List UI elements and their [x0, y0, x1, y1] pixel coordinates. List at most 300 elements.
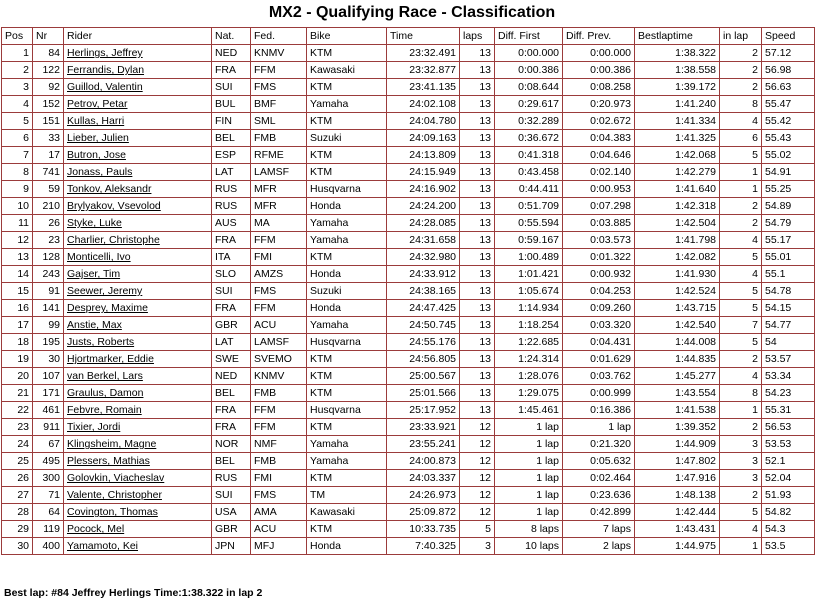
cell-pos: 14 — [2, 266, 33, 283]
cell-nr: 195 — [33, 334, 64, 351]
cell-in-lap: 2 — [720, 215, 762, 232]
cell-nat: GBR — [212, 317, 251, 334]
cell-diff-prev: 0:04.253 — [563, 283, 635, 300]
cell-rider[interactable] — [64, 436, 212, 453]
rider-link[interactable]: Pocock, Mel — [67, 523, 125, 535]
cell-bestlaptime: 1:42.279 — [635, 164, 720, 181]
cell-bestlaptime: 1:39.172 — [635, 79, 720, 96]
cell-pos: 10 — [2, 198, 33, 215]
cell-laps: 13 — [460, 79, 495, 96]
cell-in-lap: 3 — [720, 453, 762, 470]
cell-speed: 56.98 — [762, 62, 815, 79]
cell-bestlaptime: 1:38.558 — [635, 62, 720, 79]
cell-in-lap: 2 — [720, 487, 762, 504]
cell-nat: BUL — [212, 96, 251, 113]
cell-bestlaptime: 1:43.554 — [635, 385, 720, 402]
cell-diff-first: 1 lap — [495, 487, 563, 504]
cell-pos: 20 — [2, 368, 33, 385]
cell-rider[interactable] — [64, 45, 212, 62]
cell-laps: 3 — [460, 538, 495, 555]
cell-in-lap: 2 — [720, 351, 762, 368]
cell-diff-first: 0:36.672 — [495, 130, 563, 147]
cell-nat: AUS — [212, 215, 251, 232]
cell-bike: Yamaha — [307, 436, 387, 453]
cell-nr: 84 — [33, 45, 64, 62]
cell-rider[interactable] — [64, 62, 212, 79]
cell-pos: 8 — [2, 164, 33, 181]
cell-pos: 18 — [2, 334, 33, 351]
cell-diff-first: 0:29.617 — [495, 96, 563, 113]
cell-diff-first: 0:43.458 — [495, 164, 563, 181]
cell-in-lap: 1 — [720, 181, 762, 198]
cell-time: 10:33.735 — [387, 521, 460, 538]
cell-nr: 495 — [33, 453, 64, 470]
cell-in-lap: 4 — [720, 368, 762, 385]
cell-laps: 12 — [460, 453, 495, 470]
cell-diff-first: 1:45.461 — [495, 402, 563, 419]
cell-speed: 54.3 — [762, 521, 815, 538]
cell-bike: Kawasaki — [307, 504, 387, 521]
cell-rider[interactable] — [64, 249, 212, 266]
cell-fed: KNMV — [251, 368, 307, 385]
cell-pos: 28 — [2, 504, 33, 521]
cell-diff-prev: 0:04.383 — [563, 130, 635, 147]
cell-laps: 12 — [460, 436, 495, 453]
cell-time: 23:55.241 — [387, 436, 460, 453]
cell-nat: BEL — [212, 385, 251, 402]
table-row — [2, 436, 815, 453]
cell-speed: 54.82 — [762, 504, 815, 521]
cell-laps: 13 — [460, 181, 495, 198]
cell-nat: SUI — [212, 487, 251, 504]
cell-fed: ACU — [251, 317, 307, 334]
cell-diff-first: 1:14.934 — [495, 300, 563, 317]
cell-pos: 22 — [2, 402, 33, 419]
cell-diff-prev: 0:05.632 — [563, 453, 635, 470]
cell-nat: GBR — [212, 521, 251, 538]
cell-in-lap: 2 — [720, 419, 762, 436]
table-row — [2, 181, 815, 198]
rider-link[interactable]: Seewer, Jeremy — [67, 285, 143, 297]
cell-laps: 13 — [460, 215, 495, 232]
cell-bike: Honda — [307, 266, 387, 283]
cell-pos: 24 — [2, 436, 33, 453]
cell-rider[interactable] — [64, 487, 212, 504]
cell-diff-prev: 0:00.386 — [563, 62, 635, 79]
cell-speed: 55.31 — [762, 402, 815, 419]
cell-diff-first: 1:18.254 — [495, 317, 563, 334]
rider-link[interactable]: Hjortmarker, Eddie — [67, 353, 154, 365]
table-row — [2, 79, 815, 96]
cell-rider[interactable] — [64, 300, 212, 317]
rider-link[interactable]: Petrov, Petar — [67, 98, 128, 110]
cell-nr: 17 — [33, 147, 64, 164]
cell-nr: 71 — [33, 487, 64, 504]
cell-time: 24:33.912 — [387, 266, 460, 283]
cell-pos: 21 — [2, 385, 33, 402]
cell-bestlaptime: 1:42.540 — [635, 317, 720, 334]
cell-time: 24:31.658 — [387, 232, 460, 249]
cell-bestlaptime: 1:48.138 — [635, 487, 720, 504]
cell-rider[interactable] — [64, 232, 212, 249]
cell-speed: 55.47 — [762, 96, 815, 113]
cell-pos: 23 — [2, 419, 33, 436]
rider-link[interactable]: Ferrandis, Dylan — [67, 64, 145, 76]
classification-table — [1, 27, 815, 555]
header-row — [2, 28, 815, 45]
cell-bike: KTM — [307, 164, 387, 181]
cell-bike: KTM — [307, 521, 387, 538]
cell-diff-first: 1 lap — [495, 470, 563, 487]
cell-diff-prev: 0:21.320 — [563, 436, 635, 453]
cell-bestlaptime: 1:42.444 — [635, 504, 720, 521]
cell-fed: FMS — [251, 283, 307, 300]
col-header-diff-first: Diff. First — [495, 28, 563, 45]
cell-rider[interactable] — [64, 453, 212, 470]
page-title: MX2 - Qualifying Race - Classification — [268, 4, 556, 21]
rider-link[interactable]: Yamamoto, Kei — [67, 540, 139, 552]
cell-bestlaptime: 1:44.008 — [635, 334, 720, 351]
cell-diff-prev: 0:42.899 — [563, 504, 635, 521]
cell-diff-prev: 0:07.298 — [563, 198, 635, 215]
cell-rider[interactable] — [64, 130, 212, 147]
table-row — [2, 419, 815, 436]
table-row — [2, 266, 815, 283]
cell-fed: SVEMO — [251, 351, 307, 368]
cell-diff-first: 0:00.000 — [495, 45, 563, 62]
cell-nat: NED — [212, 368, 251, 385]
cell-laps: 13 — [460, 62, 495, 79]
table-row — [2, 334, 815, 351]
cell-pos: 2 — [2, 62, 33, 79]
cell-in-lap: 8 — [720, 96, 762, 113]
cell-bike: KTM — [307, 351, 387, 368]
cell-laps: 13 — [460, 385, 495, 402]
cell-rider[interactable] — [64, 215, 212, 232]
rider-link[interactable]: Tixier, Jordi — [67, 421, 121, 433]
cell-rider[interactable] — [64, 266, 212, 283]
cell-nr: 128 — [33, 249, 64, 266]
cell-nat: RUS — [212, 198, 251, 215]
cell-time: 23:32.491 — [387, 45, 460, 62]
cell-diff-first: 1:22.685 — [495, 334, 563, 351]
cell-bike: KTM — [307, 419, 387, 436]
cell-nat: LAT — [212, 164, 251, 181]
cell-nr: 107 — [33, 368, 64, 385]
cell-pos: 9 — [2, 181, 33, 198]
cell-nat: FRA — [212, 62, 251, 79]
cell-laps: 13 — [460, 198, 495, 215]
cell-diff-first: 0:08.644 — [495, 79, 563, 96]
cell-in-lap: 3 — [720, 436, 762, 453]
cell-laps: 13 — [460, 147, 495, 164]
cell-rider[interactable] — [64, 334, 212, 351]
cell-rider[interactable] — [64, 521, 212, 538]
cell-pos: 6 — [2, 130, 33, 147]
cell-bestlaptime: 1:47.802 — [635, 453, 720, 470]
cell-rider[interactable] — [64, 538, 212, 555]
cell-pos: 19 — [2, 351, 33, 368]
rider-link[interactable]: Plessers, Mathias — [67, 455, 150, 467]
rider-link[interactable]: Klingsheim, Magne — [67, 438, 157, 450]
rider-link[interactable]: Butron, Jose — [67, 149, 126, 161]
cell-nat: RUS — [212, 181, 251, 198]
cell-nr: 400 — [33, 538, 64, 555]
rider-link[interactable]: Herlings, Jeffrey — [67, 47, 143, 59]
cell-in-lap: 8 — [720, 385, 762, 402]
cell-diff-prev: 0:09.260 — [563, 300, 635, 317]
cell-rider[interactable] — [64, 317, 212, 334]
cell-fed: FMI — [251, 249, 307, 266]
rider-link[interactable]: Desprey, Maxime — [67, 302, 148, 314]
cell-fed: FMS — [251, 79, 307, 96]
cell-bestlaptime: 1:43.431 — [635, 521, 720, 538]
cell-nr: 91 — [33, 283, 64, 300]
rider-link[interactable]: Monticelli, Ivo — [67, 251, 131, 263]
cell-nat: USA — [212, 504, 251, 521]
cell-fed: FMB — [251, 130, 307, 147]
cell-bestlaptime: 1:41.334 — [635, 113, 720, 130]
rider-link[interactable]: Guillod, Valentin — [67, 81, 143, 93]
cell-nr: 141 — [33, 300, 64, 317]
table-row — [2, 45, 815, 62]
cell-nr: 171 — [33, 385, 64, 402]
cell-bestlaptime: 1:38.322 — [635, 45, 720, 62]
results-body — [2, 45, 815, 555]
cell-time: 24:28.085 — [387, 215, 460, 232]
table-row — [2, 249, 815, 266]
cell-time: 25:09.872 — [387, 504, 460, 521]
cell-in-lap: 4 — [720, 232, 762, 249]
cell-bike: TM — [307, 487, 387, 504]
rider-link[interactable]: Valente, Christopher — [67, 489, 162, 501]
cell-pos: 17 — [2, 317, 33, 334]
cell-speed: 53.34 — [762, 368, 815, 385]
rider-link[interactable]: Brylyakov, Vsevolod — [67, 200, 161, 212]
cell-speed: 51.93 — [762, 487, 815, 504]
cell-rider[interactable] — [64, 113, 212, 130]
cell-nat: RUS — [212, 470, 251, 487]
cell-bike: KTM — [307, 470, 387, 487]
rider-link[interactable]: Graulus, Damon — [67, 387, 144, 399]
table-row — [2, 215, 815, 232]
cell-fed: BMF — [251, 96, 307, 113]
rider-link[interactable]: Kullas, Harri — [67, 115, 125, 127]
cell-time: 23:32.877 — [387, 62, 460, 79]
cell-nat: FRA — [212, 402, 251, 419]
cell-laps: 13 — [460, 402, 495, 419]
cell-rider[interactable] — [64, 368, 212, 385]
cell-time: 23:41.135 — [387, 79, 460, 96]
cell-rider[interactable] — [64, 164, 212, 181]
cell-laps: 12 — [460, 470, 495, 487]
cell-diff-prev: 1 lap — [563, 419, 635, 436]
cell-speed: 52.1 — [762, 453, 815, 470]
cell-time: 24:55.176 — [387, 334, 460, 351]
cell-rider[interactable] — [64, 79, 212, 96]
cell-rider[interactable] — [64, 181, 212, 198]
cell-speed: 55.17 — [762, 232, 815, 249]
cell-in-lap: 7 — [720, 317, 762, 334]
cell-diff-first: 0:44.411 — [495, 181, 563, 198]
rider-link[interactable]: van Berkel, Lars — [67, 370, 143, 382]
cell-nr: 911 — [33, 419, 64, 436]
cell-diff-prev: 0:02.672 — [563, 113, 635, 130]
cell-laps: 13 — [460, 45, 495, 62]
cell-bestlaptime: 1:41.930 — [635, 266, 720, 283]
cell-in-lap: 1 — [720, 164, 762, 181]
cell-speed: 52.04 — [762, 470, 815, 487]
cell-rider[interactable] — [64, 385, 212, 402]
cell-bike: Suzuki — [307, 130, 387, 147]
cell-diff-prev: 0:20.973 — [563, 96, 635, 113]
col-header-diff-prev: Diff. Prev. — [563, 28, 635, 45]
cell-nr: 67 — [33, 436, 64, 453]
cell-rider[interactable] — [64, 198, 212, 215]
cell-diff-first: 0:00.386 — [495, 62, 563, 79]
cell-nr: 210 — [33, 198, 64, 215]
cell-nat: SUI — [212, 283, 251, 300]
cell-time: 24:09.163 — [387, 130, 460, 147]
rider-link[interactable]: Anstie, Max — [67, 319, 122, 331]
rider-link[interactable]: Gajser, Tim — [67, 268, 121, 280]
cell-time: 24:56.805 — [387, 351, 460, 368]
cell-speed: 54.79 — [762, 215, 815, 232]
cell-pos: 3 — [2, 79, 33, 96]
cell-rider[interactable] — [64, 402, 212, 419]
cell-laps: 12 — [460, 504, 495, 521]
cell-bike: Yamaha — [307, 232, 387, 249]
cell-bestlaptime: 1:42.318 — [635, 198, 720, 215]
rider-link[interactable]: Charlier, Christophe — [67, 234, 160, 246]
cell-speed: 55.42 — [762, 113, 815, 130]
cell-rider[interactable] — [64, 147, 212, 164]
rider-link[interactable]: Styke, Luke — [67, 217, 122, 229]
table-row — [2, 198, 815, 215]
table-row — [2, 300, 815, 317]
cell-bike: KTM — [307, 385, 387, 402]
cell-laps: 13 — [460, 317, 495, 334]
cell-fed: FFM — [251, 232, 307, 249]
cell-bestlaptime: 1:41.798 — [635, 232, 720, 249]
cell-diff-first: 1 lap — [495, 436, 563, 453]
cell-laps: 12 — [460, 487, 495, 504]
col-header-nr: Nr — [33, 28, 64, 45]
rider-link[interactable]: Tonkov, Aleksandr — [67, 183, 152, 195]
cell-in-lap: 4 — [720, 266, 762, 283]
col-header-bestlaptime: Bestlaptime — [635, 28, 720, 45]
cell-diff-first: 1:05.674 — [495, 283, 563, 300]
cell-laps: 13 — [460, 334, 495, 351]
cell-fed: MFR — [251, 198, 307, 215]
cell-rider[interactable] — [64, 351, 212, 368]
cell-time: 24:04.780 — [387, 113, 460, 130]
cell-in-lap: 1 — [720, 538, 762, 555]
cell-diff-first: 1:01.421 — [495, 266, 563, 283]
cell-time: 24:13.809 — [387, 147, 460, 164]
cell-rider[interactable] — [64, 470, 212, 487]
cell-bestlaptime: 1:41.538 — [635, 402, 720, 419]
cell-rider[interactable] — [64, 419, 212, 436]
cell-diff-first: 1:24.314 — [495, 351, 563, 368]
cell-nr: 26 — [33, 215, 64, 232]
rider-link[interactable]: Golovkin, Viacheslav — [67, 472, 165, 484]
cell-laps: 12 — [460, 419, 495, 436]
cell-fed: LAMSF — [251, 334, 307, 351]
cell-time: 25:01.566 — [387, 385, 460, 402]
col-header-nat: Nat. — [212, 28, 251, 45]
cell-laps: 13 — [460, 130, 495, 147]
cell-pos: 29 — [2, 521, 33, 538]
rider-link[interactable]: Justs, Roberts — [67, 336, 135, 348]
cell-nr: 119 — [33, 521, 64, 538]
cell-time: 24:24.200 — [387, 198, 460, 215]
cell-pos: 15 — [2, 283, 33, 300]
cell-in-lap: 5 — [720, 147, 762, 164]
rider-link[interactable]: Covington, Thomas — [67, 506, 158, 518]
rider-link[interactable]: Febvre, Romain — [67, 404, 142, 416]
cell-nr: 461 — [33, 402, 64, 419]
cell-speed: 54.77 — [762, 317, 815, 334]
cell-pos: 1 — [2, 45, 33, 62]
cell-nr: 33 — [33, 130, 64, 147]
cell-rider[interactable] — [64, 283, 212, 300]
table-row — [2, 62, 815, 79]
cell-pos: 26 — [2, 470, 33, 487]
cell-bike: Yamaha — [307, 317, 387, 334]
cell-laps: 13 — [460, 96, 495, 113]
cell-fed: FMB — [251, 385, 307, 402]
cell-diff-prev: 2 laps — [563, 538, 635, 555]
cell-bike: KTM — [307, 79, 387, 96]
cell-rider[interactable] — [64, 96, 212, 113]
cell-in-lap: 4 — [720, 113, 762, 130]
cell-fed: FFM — [251, 402, 307, 419]
cell-rider[interactable] — [64, 504, 212, 521]
cell-time: 24:26.973 — [387, 487, 460, 504]
cell-nr: 243 — [33, 266, 64, 283]
table-row — [2, 402, 815, 419]
cell-fed: FMB — [251, 453, 307, 470]
table-row — [2, 232, 815, 249]
cell-nat: FIN — [212, 113, 251, 130]
cell-diff-prev: 0:08.258 — [563, 79, 635, 96]
cell-nat: LAT — [212, 334, 251, 351]
cell-diff-first: 0:41.318 — [495, 147, 563, 164]
cell-fed: MFJ — [251, 538, 307, 555]
cell-bike: Honda — [307, 300, 387, 317]
cell-diff-prev: 0:03.320 — [563, 317, 635, 334]
cell-bestlaptime: 1:42.504 — [635, 215, 720, 232]
rider-link[interactable]: Lieber, Julien — [67, 132, 129, 144]
cell-laps: 13 — [460, 249, 495, 266]
cell-pos: 12 — [2, 232, 33, 249]
cell-in-lap: 2 — [720, 79, 762, 96]
rider-link[interactable]: Jonass, Pauls — [67, 166, 133, 178]
cell-time: 24:02.108 — [387, 96, 460, 113]
cell-bike: Kawasaki — [307, 62, 387, 79]
cell-diff-prev: 0:01.629 — [563, 351, 635, 368]
cell-time: 25:00.567 — [387, 368, 460, 385]
cell-fed: ACU — [251, 521, 307, 538]
table-row — [2, 504, 815, 521]
cell-pos: 30 — [2, 538, 33, 555]
cell-bike: KTM — [307, 113, 387, 130]
cell-nat: SLO — [212, 266, 251, 283]
cell-time: 24:03.337 — [387, 470, 460, 487]
cell-laps: 13 — [460, 266, 495, 283]
table-row — [2, 470, 815, 487]
